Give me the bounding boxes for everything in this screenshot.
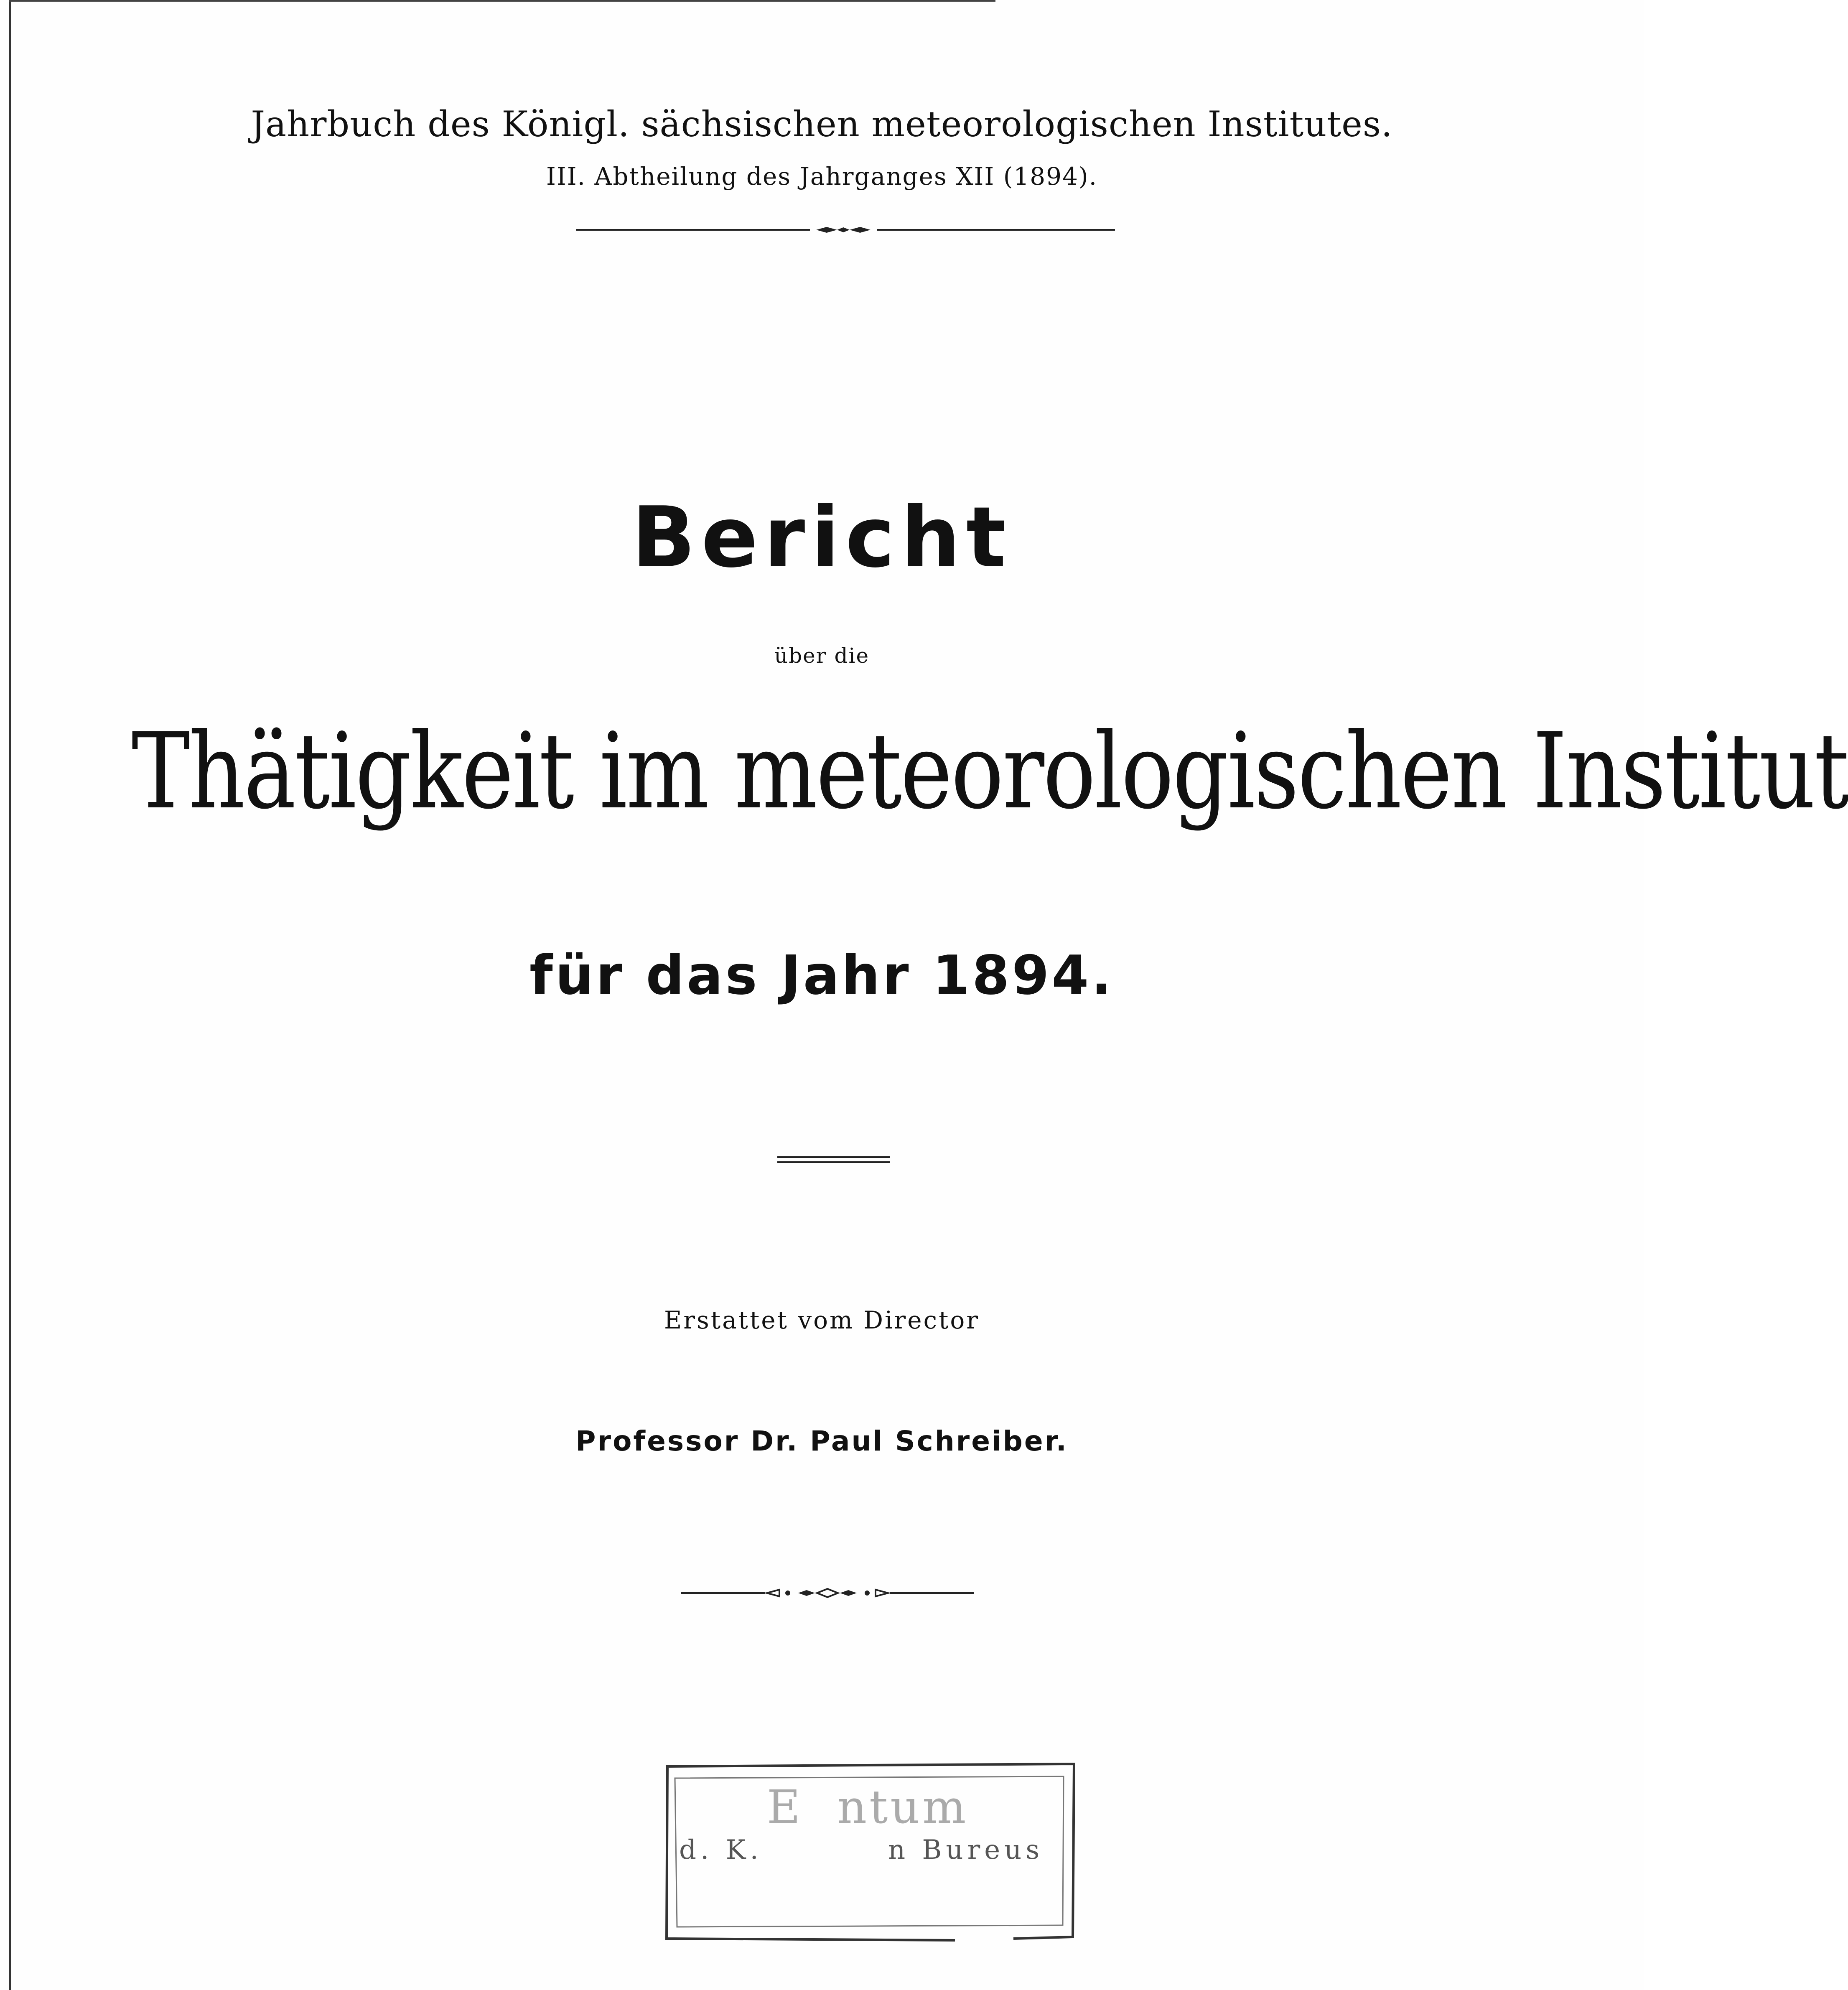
double-rule-divider: [777, 1153, 890, 1166]
library-stamp: [662, 1761, 1076, 1941]
bottom-ornament-rule: [681, 1586, 974, 1600]
report-title: Bericht: [631, 489, 1012, 586]
report-subject: Thätigkeit im meteorologischen Institut: [131, 710, 1848, 832]
byline-intro: Erstattet vom Director: [664, 1306, 980, 1334]
yearbook-title: Jahrbuch des Königl. sächsischen meteorologischen Institutes.: [251, 104, 1393, 145]
title-connector: über die: [774, 644, 870, 668]
author-name: Professor Dr. Paul Schreiber.: [575, 1425, 1068, 1457]
stamp-text-bottom: [679, 1835, 1044, 1865]
page-top-rule: [9, 0, 995, 2]
stamp-text-bottom-left: d. K.: [679, 1835, 763, 1865]
stamp-text-bottom-right: n Bureus: [888, 1835, 1044, 1865]
yearbook-section: III. Abtheilung des Jahrganges XII (1894).: [546, 162, 1098, 191]
stamp-text-top: E ntum: [767, 1780, 969, 1834]
top-ornament-rule: [576, 224, 1115, 236]
report-year: für das Jahr 1894.: [529, 944, 1114, 1007]
